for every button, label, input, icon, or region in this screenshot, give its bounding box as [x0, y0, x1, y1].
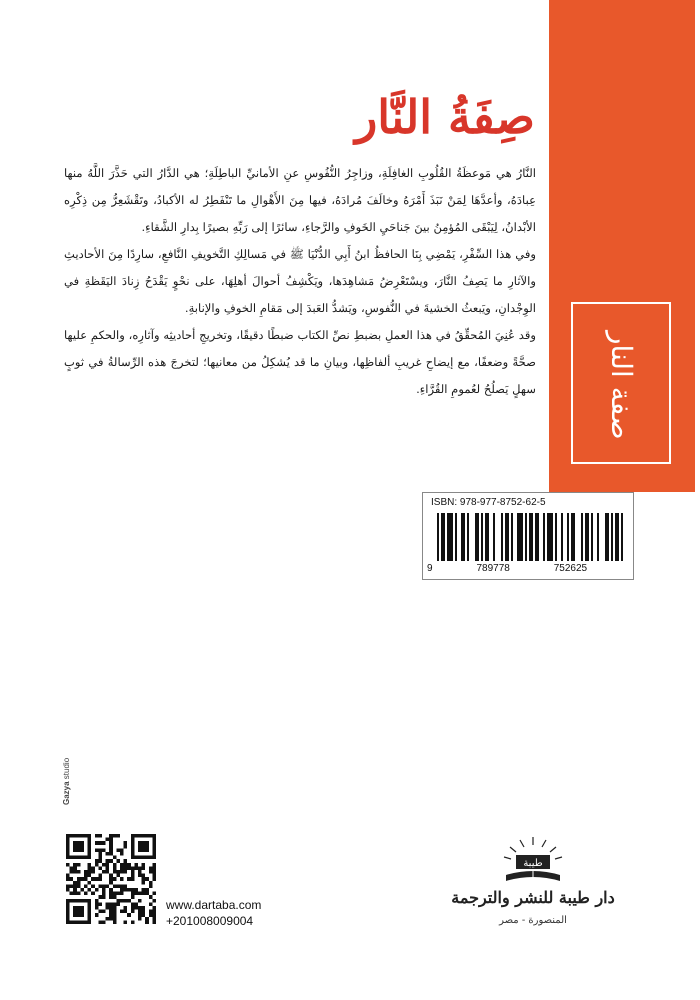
- emblem-label: طيبة: [523, 858, 543, 869]
- barcode-digit-group-right: 752625: [553, 563, 588, 574]
- phone-number: +201008009004: [166, 914, 254, 928]
- spine-strip: [549, 0, 695, 492]
- publisher-logo: [448, 833, 618, 943]
- publisher-city: المنصورة - مصر: [499, 915, 567, 926]
- book-emblem-icon: [498, 833, 568, 888]
- website-link[interactable]: www.dartaba.com: [166, 898, 262, 912]
- barcode-bars: [437, 513, 627, 561]
- contact-info: [166, 897, 261, 929]
- back-cover-description: [64, 160, 536, 403]
- spine-title: صفة النار: [605, 330, 638, 440]
- isbn-label: ISBN: 978-977-8752-62-5: [431, 497, 546, 508]
- isbn-barcode: [422, 492, 634, 580]
- barcode-digits: [427, 563, 631, 574]
- paragraph-1: النَّارُ هي مَوعظَةُ القُلُوبِ الغافِلَةِ، وزاجِرُ النُّفُوسِ عنِ الأمانيِّ الباطِلَةِ؛ هي الدَّارُ التي حَذَّرَ اللَّهُ منها عِبادَهُ، وأعدَّهَا لِمَنْ نَبَذَ أَمْرَهُ وخالَفَ مُرادَهُ، فيها مِنَ الأَهْوالِ ما تَنْفَطِرُ له الأكبادُ، وتَقْشَعِرُّ مِن ذِكْرِه الأبْدانُ، لِيَبْقَى المُؤمِنُ بينَ جَناحَيِ الخَوفِ والرَّجاءِ، سائرًا إلى رَبِّهِ بصيرًا بِدارِ الشَّقاءِ.: [64, 166, 536, 234]
- paragraph-2: وفي هذا السِّفْرِ، يَمْضِي بِنَا الحافظُ ابنُ أَبِي الدُّنْيَا ﷺ في مَسالِكِ التَّخويفِ النَّافعِ، سارِدًا مِنَ الأحاديثِ والآثارِ ما يَصِفُ النَّارَ، ويسْتَعْرِضُ مَشاهِدَها، ويَكْشِفُ أحوالَ أهلِهَا، على نحْوٍ يَقْدَحُ زِنادَ اليَقَظةِ في الوِجْدانِ، ويَبعثُ الخشيةَ في النُّفوسِ، ويَشدُّ العَبدَ إلى مَقامِ الخوفِ والإنابةِ.: [64, 247, 536, 315]
- book-title: صِفَةُ النَّار: [355, 90, 535, 144]
- spine-frame: [571, 302, 671, 464]
- studio-credit-rest: studio: [62, 757, 71, 782]
- qr-code: [66, 834, 156, 924]
- studio-credit: [62, 745, 76, 805]
- studio-credit-bold: Gazya: [62, 781, 71, 805]
- publisher-name: دار طيبة للنشر والترجمة: [451, 888, 615, 907]
- barcode-digit-group-left: 789778: [476, 563, 510, 574]
- paragraph-3: وقد عُنِيَ المُحقِّقُ في هذا العملِ بضبطِ نصِّ الكتاب ضبطًا دقيقًا، وتخريجِ أحاديثِه وآثارِه، والحكمِ عليها صحَّةً وضعفًا، مع إيضاحِ غريبِ ألفاظِها، وبيانِ ما قد يُشكِلُ من معانيها؛ لتخرجَ هذه الرِّسالةُ في ثوبٍ سهلٍ يَصلُحُ لعُمومِ القُرَّاءِ.: [64, 328, 536, 396]
- barcode-digit-first: 9: [427, 563, 433, 574]
